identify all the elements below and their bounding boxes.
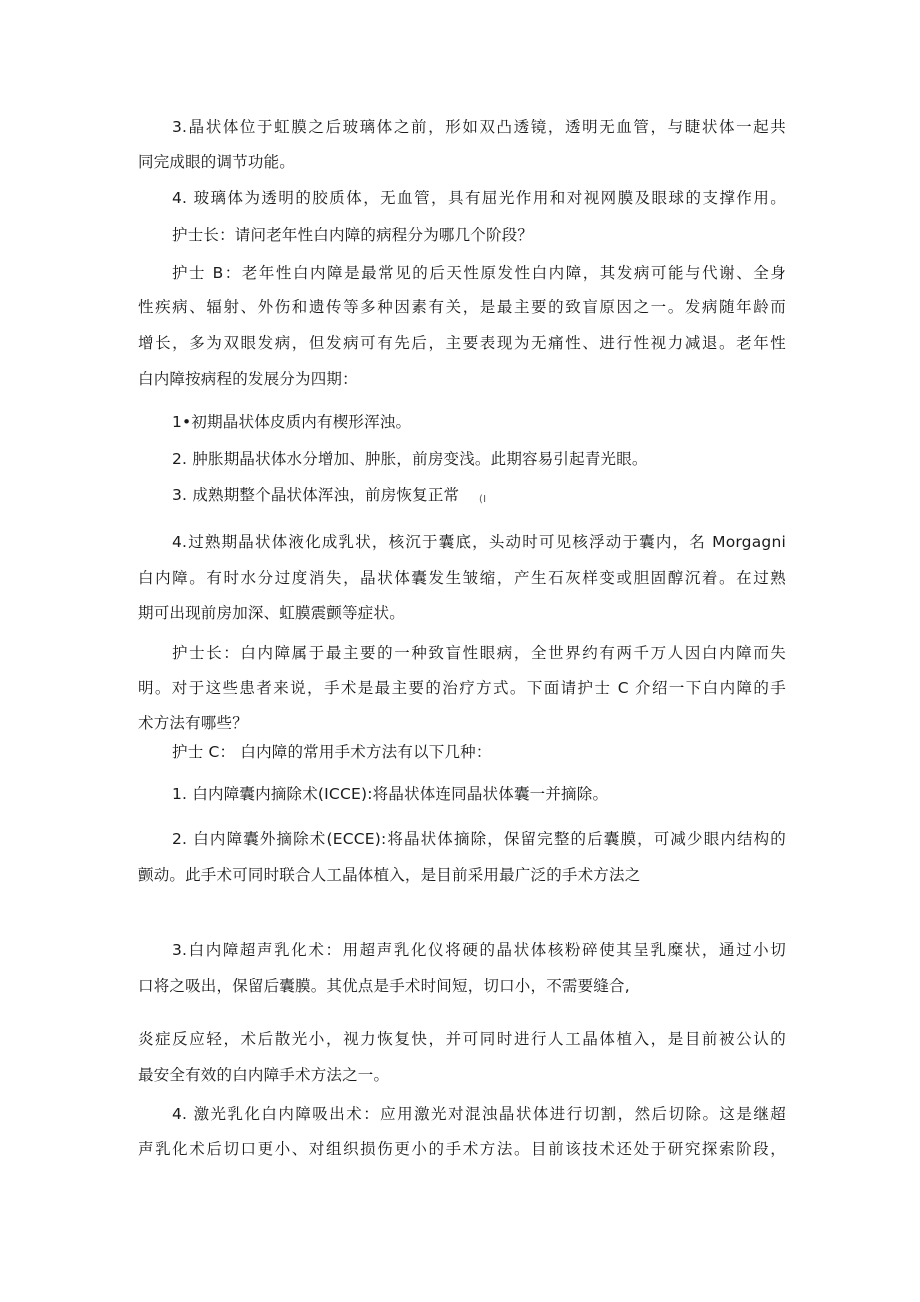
text-line: 护士长：请问老年性白内障的病程分为哪几个阶段？ xyxy=(172,226,534,244)
text-line: 护士 B：老年性白内障是最常见的后天性原发性白内障，其发病可能与代谢、全身 xyxy=(172,264,786,282)
text-line: 护士长：白内障属于最主要的一种致盲性眼病，全世界约有两千万人因白内障而失 xyxy=(172,644,786,662)
text-line: 2. 肿胀期晶状体水分增加、肿胀，前房变浅。此期容易引起青光眼。 xyxy=(172,450,648,468)
text-line: 同完成眼的调节功能。 xyxy=(138,153,296,171)
text-line: 声乳化术后切口更小、对组织损伤更小的手术方法。目前该技术还处于研究探索阶段， xyxy=(138,1140,786,1158)
text-line: 3. 成熟期整个晶状体浑浊，前房恢复正常 xyxy=(172,486,460,504)
text-line: 白内障。有时水分过度消失，晶状体囊发生皱缩，产生石灰样变或胆固醇沉着。在过熟 xyxy=(138,569,786,587)
text-line: 性疾病、辐射、外伤和遗传等多种因素有关，是最主要的致盲原因之一。发病随年龄而 xyxy=(138,298,786,316)
text-line: 颤动。此手术可同时联合人工晶体植入，是目前采用最广泛的手术方法之 xyxy=(138,866,641,884)
text-line: 最安全有效的白内障手术方法之一。 xyxy=(138,1066,390,1084)
text-line: 2. 白内障囊外摘除术(ECCE):将晶状体摘除，保留完整的后囊膜，可减少眼内结构的 xyxy=(172,830,786,848)
text-line: 期可出现前房加深、虹膜震颤等症状。 xyxy=(138,604,405,622)
text-line: 4. 玻璃体为透明的胶质体，无血管，具有屈光作用和对视网膜及眼球的支撑作用。 xyxy=(172,189,786,207)
text-line: 护士 C： 白内障的常用手术方法有以下几种： xyxy=(172,743,492,761)
text-line: 术方法有哪些？ xyxy=(138,714,248,732)
text-line: 4. 激光乳化白内障吸出术：应用激光对混浊晶状体进行切割，然后切除。这是继超 xyxy=(172,1105,786,1123)
text-line: 炎症反应轻，术后散光小，视力恢复快，并可同时进行人工晶体植入，是目前被公认的 xyxy=(138,1030,786,1048)
text-line: 3.晶状体位于虹膜之后玻璃体之前，形如双凸透镜，透明无血管，与睫状体一起共 xyxy=(172,118,786,136)
text-line: 增长，多为双眼发病，但发病可有先后，主要表现为无痛性、进行性视力减退。老年性 xyxy=(138,334,786,352)
text-line: 4.过熟期晶状体液化成乳状，核沉于囊底，头动时可见核浮动于囊内，名 Morgagni xyxy=(172,533,786,551)
text-line: 3.白内障超声乳化术：用超声乳化仪将硬的晶状体核粉碎使其呈乳糜状，通过小切 xyxy=(172,941,786,959)
text-line: 白内障按病程的发展分为四期： xyxy=(138,370,358,388)
text-line: 1•初期晶状体皮质内有楔形浑浊。 xyxy=(172,413,412,431)
text-line: 口将之吸出，保留后囊膜。其优点是手术时间短，切口小，不需要缝合, xyxy=(138,977,630,995)
text-line: 明。对于这些患者来说，手术是最主要的治疗方式。下面请护士 C 介绍一下白内障的手 xyxy=(138,679,786,697)
text-fragment: (I xyxy=(479,494,487,505)
text-line: 1. 白内障囊内摘除术(ICCE):将晶状体连同晶状体囊一并摘除。 xyxy=(172,785,609,803)
